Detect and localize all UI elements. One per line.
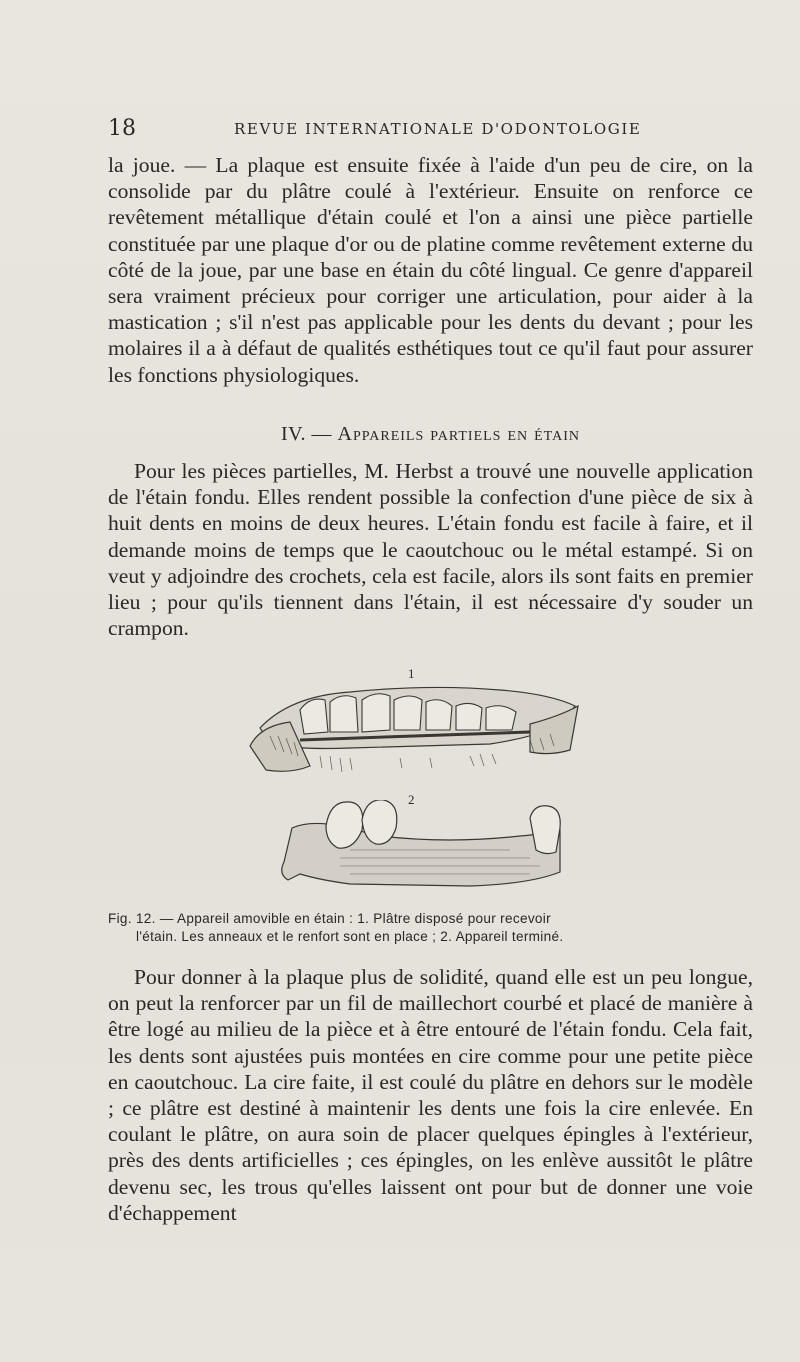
running-title: REVUE INTERNATIONALE D'ODONTOLOGIE xyxy=(234,120,642,138)
figure-label-1: 1 xyxy=(408,666,415,681)
section-number: IV. — xyxy=(280,423,333,445)
section-heading xyxy=(108,423,753,446)
running-header xyxy=(108,116,753,146)
caption-line-2: l'étain. Les anneaux et le renfort sont en place ; 2. Appareil terminé. xyxy=(136,929,564,944)
figure-label-2: 2 xyxy=(408,792,415,807)
paragraph-1 xyxy=(108,152,753,388)
figure-caption xyxy=(108,910,753,946)
finished-appliance-illustration xyxy=(230,800,600,900)
caption-line-1: Fig. 12. — Appareil amovible en étain : 1. Plâtre disposé pour recevoir xyxy=(108,911,551,926)
paragraph-3-text: Pour donner à la plaque plus de solidité, quand elle est un peu longue, on peut la renforcer par un fil de maillechort courbé et placé de manière à être logé au milieu de la pièce et à être entouré de l'étain fondu. Cela fait, les dents sont ajustées puis montées en cire comme pour une petite pièce en caoutchouc. La cire faite, il est coulé du plâtre en dehors sur le modèle ; ce plâtre est destiné à maintenir les dents une fois la cire enlevée. En coulant le plâtre, on aura soin de placer quelques épingles à l'extérieur, près des dents artificielles ; ces épingles, on les enlève aussitôt le plâtre devenu sec, les trous qu'elles laissent ont pour but de donner une voie d'échappement xyxy=(108,965,753,1225)
paragraph-1-text: la joue. — La plaque est ensuite fixée à l'aide d'un peu de cire, on la consolide par du plâtre coulé à l'extérieur. Ensuite on renforce ce revêtement métallique d'étain coulé et l'on a ainsi une pièce partielle constituée par une plaque d'or ou de platine comme revêtement externe du côté de la joue, par une base en étain du côté lingual. Ce genre d'appareil sera vraiment précieux pour corriger une articulation, pour aider à la mastication ; s'il n'est pas applicable pour les dents du devant ; pour les molaires il a à défaut de qualités esthétiques tout ce qu'il faut pour assurer les fonctions physiologiques. xyxy=(108,153,753,387)
page-number: 18 xyxy=(108,116,136,141)
paragraph-2-text: Pour les pièces partielles, M. Herbst a trouvé une nouvelle application de l'étain fondu. Elles rendent possible la confection d'une pièce de six à huit dents en moins de deux heures. L'étain fondu est facile à faire, et il demande moins de temps que le caoutchouc ou le métal estampé. Si on veut y adjoindre des crochets, cela est facile, alors ils sont faits en premier lieu ; pour qu'ils tiennent dans l'étain, il est nécessaire d'y souder un crampon. xyxy=(108,459,753,641)
paragraph-3 xyxy=(108,964,753,1226)
figure-12 xyxy=(230,666,600,902)
paragraph-2 xyxy=(108,458,753,641)
section-title: Appareils partiels en étain xyxy=(337,423,580,445)
